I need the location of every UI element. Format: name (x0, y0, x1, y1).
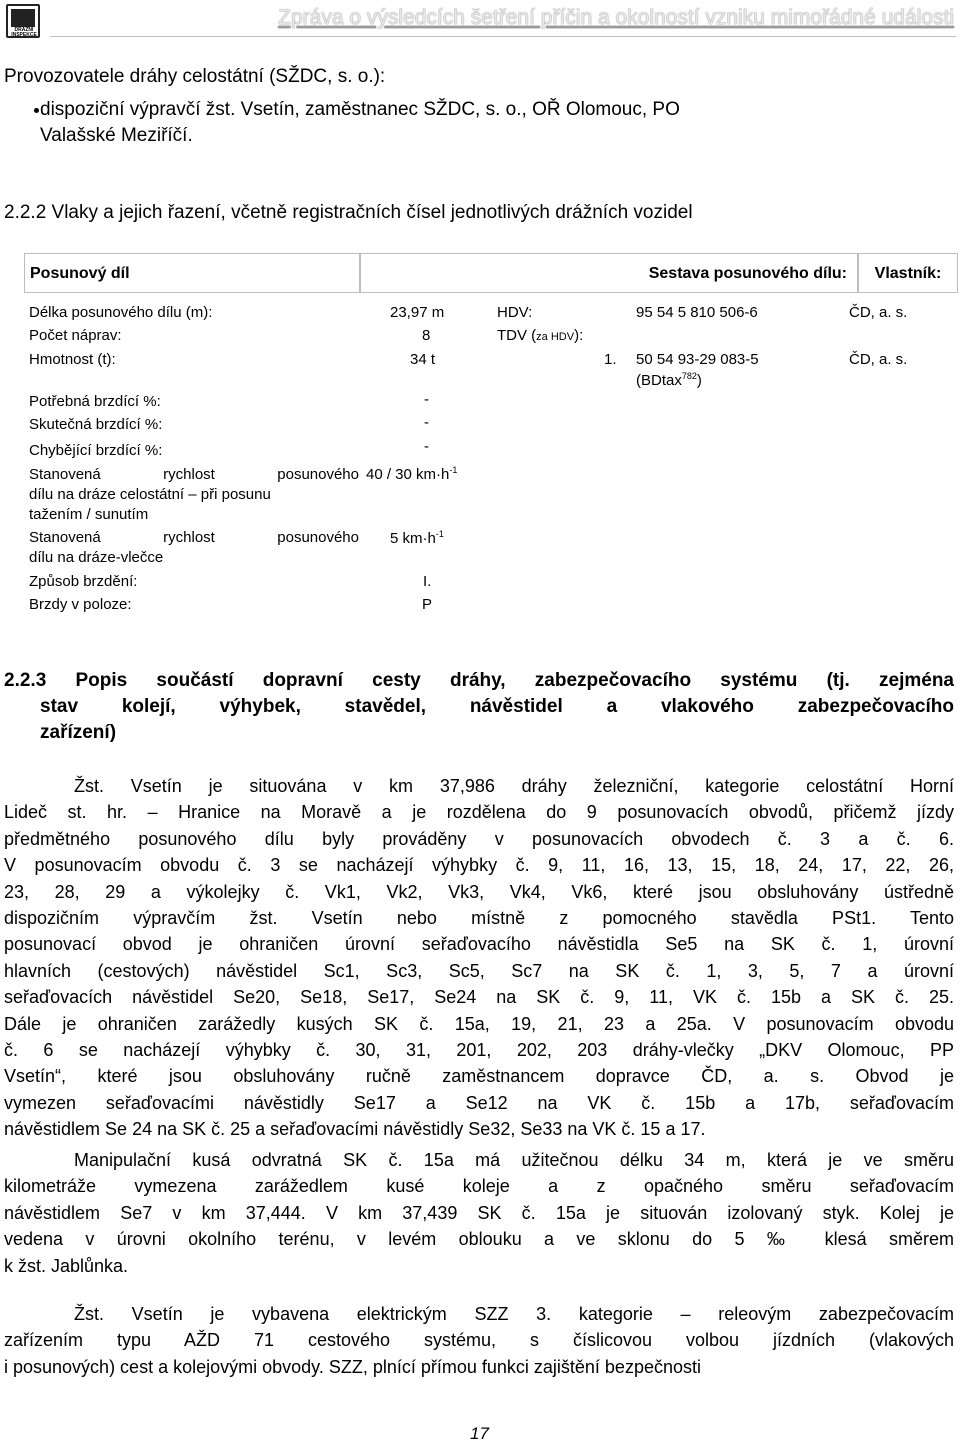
wagon-number: 50 54 93-29 083-5 (636, 351, 759, 368)
mass-label: Hmotnost (t): (29, 351, 116, 368)
paragraph-line: návěstidlem Se7 v km 37,444. V km 37,439 SK č. 15a je situován izolovaný styk. Kolej je (4, 1202, 954, 1223)
tdv-label-small: za HDV (536, 331, 575, 343)
brake-mode-value: I. (423, 573, 432, 590)
paragraph-line: Žst. Vsetín je vybavena elektrickým SZZ 3. kategorie – releovým zabezpečovacím (74, 1304, 954, 1324)
miss-brake-value: - (424, 438, 429, 455)
brake-pos-value: P (422, 596, 433, 613)
speed2-label-line2: dílu na dráze-vlečce (29, 549, 164, 566)
paragraph-line: Žst. Vsetín je situována v km 37,986 dráhy železniční, kategorie celostátní Horní (74, 776, 954, 796)
bullet-text-line2: Valašské Meziříčí. (40, 125, 193, 146)
act-brake-value: - (424, 414, 429, 431)
logo-mark (11, 9, 35, 27)
operator-line: Provozovatele dráhy celostátní (SŽDC, s. o.): (4, 66, 386, 87)
header-divider (50, 36, 956, 37)
paragraph-line: zařízením typu AŽD 71 cestového systému, s číslicovou volbou jízdních (vlakových (4, 1330, 954, 1351)
paragraph-line: Manipulační kusá odvratná SK č. 15a má užitečnou délku 34 m, která je ve směru (74, 1150, 954, 1170)
paragraph-line: vedena v úrovni okolního terénu, v levém oblouku a ve sklonu do 5 ‰ klesá směrem (4, 1229, 954, 1250)
paragraph-line: vymezen seřaďovacími návěstidly Se17 a Se12 na VK č. 15b a 17b, seřaďovacím (4, 1092, 954, 1113)
speed2-label-line1: Stanovená rychlost posunového (29, 529, 359, 546)
speed1-label-line2: dílu na dráze celostátní – při posunu (29, 486, 271, 503)
speed1-label-line3: tažením / sunutím (29, 506, 149, 523)
length-label: Délka posunového dílu (m): (29, 304, 213, 321)
hdv-owner: ČD, a. s. (849, 304, 908, 321)
paragraph-line: Lideč st. hr. – Hranice na Moravě a je rozdělena do 9 posunovacích obvodů, přičemž jízdy (4, 802, 954, 823)
logo-text-line2: INSPEKCE (11, 32, 37, 38)
drazni-inspekce-logo (6, 4, 40, 38)
wagon-type-sup: 782 (681, 371, 697, 381)
paragraph-line: V posunovacím obvodu č. 3 se nacházejí výhybky č. 9, 11, 16, 13, 15, 18, 24, 17, 22, 26, (4, 855, 954, 876)
brake-mode-label: Způsob brzdění: (29, 573, 138, 590)
section-223-heading-line3: zařízení) (40, 722, 117, 743)
paragraph-line: posunovací obvod je ohraničen úrovní seřaďovacího návěstidla Se5 na SK č. 1, úrovní (4, 934, 954, 955)
table-header-row (24, 253, 958, 293)
bullet-text-line1: dispoziční výpravčí žst. Vsetín, zaměstnanec SŽDC, s. o., OŘ Olomouc, PO (40, 99, 680, 120)
paragraph-line: dispozičním výpravčím žst. Vsetín nebo místně z pomocného stavědla PSt1. Tento (4, 908, 954, 928)
tdv-label (497, 326, 583, 347)
bullet-dot (34, 108, 39, 113)
speed1-value (366, 465, 457, 485)
paragraph-line: k žst. Jablůnka. (4, 1255, 129, 1276)
speed1-value-text: 40 / 30 km·h (366, 466, 450, 483)
wagon-index: 1. (604, 351, 617, 368)
section-222-heading: 2.2.2 Vlaky a jejich řazení, včetně registračních čísel jednotlivých drážních vozidel (4, 202, 693, 223)
wagon-type-text: (BDtax (636, 372, 682, 389)
wagon-type (636, 371, 702, 391)
act-brake-label: Skutečná brzdící %: (29, 416, 163, 433)
paragraph-line: i posunových) cest a kolejovými obvody. SZZ, plnící přímou funkci zajištění bezpečnosti (4, 1356, 701, 1377)
axles-value: 8 (422, 327, 431, 344)
req-brake-value: - (424, 391, 429, 408)
section-223-heading-line1: 2.2.3 Popis součástí dopravní cesty dráhy, zabezpečovacího systému (tj. zejména (4, 670, 954, 691)
hdv-label: HDV: (497, 304, 533, 321)
paragraph-line: 23, 28, 29 a výkolejky č. Vk1, Vk2, Vk3, Vk4, Vk6, které jsou obsluhovány ústředně (4, 881, 954, 902)
paragraph-line: návěstidlem Se 24 na SK č. 25 a seřaďovacími návěstidly Se32, Se33 na VK č. 15 a 17. (4, 1119, 706, 1140)
tdv-label-end: ): (574, 327, 584, 344)
miss-brake-label: Chybějící brzdící %: (29, 442, 163, 459)
mass-value: 34 t (410, 351, 436, 368)
header-vlastnik: Vlastník: (858, 253, 958, 293)
paragraph-line: Vsetín“, které jsou obsluhovány ručně zaměstnancem dopravce ČD, a. s. Obvod je (4, 1066, 954, 1087)
page-number: 17 (470, 1424, 489, 1443)
speed2-value (390, 529, 444, 549)
brake-pos-label: Brzdy v poloze: (29, 596, 132, 613)
paragraph-line: Dále je ohraničen zarážedly kusých SK č. 15a, 19, 21, 23 a 25a. V posunovacím obvodu (4, 1013, 954, 1034)
speed2-value-text: 5 km·h (390, 530, 436, 547)
report-title: Zpráva o výsledcích šetření příčin a okolností vzniku mimořádné události (278, 6, 954, 29)
speed2-value-sup: -1 (435, 529, 444, 539)
length-value: 23,97 m (390, 304, 445, 321)
req-brake-label: Potřebná brzdící %: (29, 393, 161, 410)
paragraph-line: seřaďovacích návěstidel Se20, Se18, Se17, Se24 na SK č. 9, 11, VK č. 15b a SK č. 25. (4, 987, 954, 1008)
tdv-label-text: TDV ( (497, 327, 537, 344)
paragraph-line: předmětného posunového dílu byly prováděny v posunovacích obvodech č. 3 a č. 6. (4, 828, 954, 849)
paragraph-line: č. 6 se nacházejí výhybky č. 30, 31, 201, 202, 203 dráhy-vlečky „DKV Olomouc, PP (4, 1040, 954, 1060)
paragraph-line: hlavních (cestových) návěstidel Sc1, Sc3, Sc5, Sc7 na SK č. 1, 3, 5, 7 a úrovní (4, 960, 954, 981)
logo-text-line1: DRÁŽNÍ (14, 27, 34, 33)
speed1-label-line1: Stanovená rychlost posunového (29, 466, 359, 483)
wagon-owner: ČD, a. s. (849, 351, 908, 368)
hdv-number: 95 54 5 810 506-6 (636, 304, 758, 321)
wagon-type-end: ) (696, 372, 702, 389)
axles-label: Počet náprav: (29, 327, 122, 344)
header-sestava: Sestava posunového dílu: (360, 253, 858, 293)
page-header (0, 0, 960, 44)
train-composition-table (24, 253, 958, 613)
header-posunovy-dil: Posunový díl (24, 253, 360, 293)
speed1-value-sup: -1 (449, 465, 458, 475)
paragraph-line: kilometráže vymezena zarážedlem kusé koleje a z opačného směru seřaďovacím (4, 1176, 954, 1197)
section-223-heading-line2: stav kolejí, výhybek, stavědel, návěstidel a vlakového zabezpečovacího (40, 696, 954, 717)
